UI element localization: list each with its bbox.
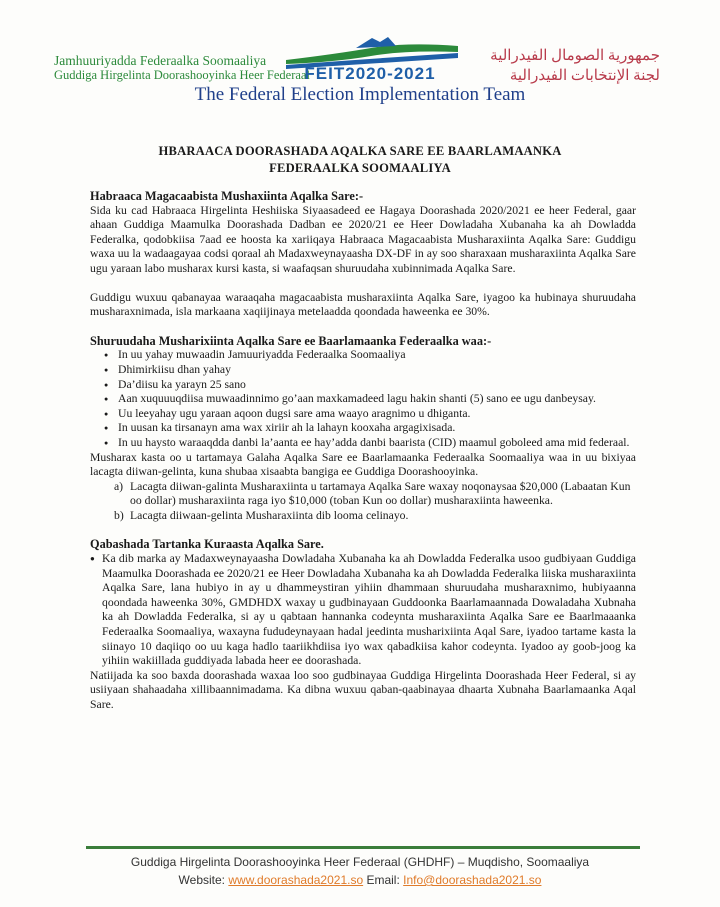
footer-organization: Guddiga Hirgelinta Doorashooyinka Heer Federaal (GHDHF) – Muqdisho, Soomaaliya: [130, 855, 590, 869]
section-heading-election: Qabashada Tartanka Kuraasta Aqalka Sare.: [90, 537, 324, 552]
section-heading-requirements: Shuruudaha Musharixiinta Aqalka Sare ee Baarlamaanka Federaalka waa:-: [90, 333, 492, 348]
list-item: ● In uusan ka tirsanayn ama wax xiriir ah la lahayn kooxaha argagixisada.: [118, 421, 636, 436]
registration-fee-paragraph: Musharax kasta oo u tartamaya Galaha Aqalka Sare ee Baarlamaanka Federaalka Soomaaliya waa in uu bixiyaa lacagta diiwan-gelinta, kuna shubaa xisaabta bangiga ee Guddiga Doorashooyinka.: [90, 450, 636, 479]
document-title: [100, 143, 620, 177]
footer-contact: [0, 871, 720, 889]
list-item: ● In uu haysto waraaqdda danbi la’aanta ee hay’adda danbi baarista (CID) maamul goboleed ama mid federaal.: [118, 436, 636, 451]
website-link[interactable]: www.doorashada2021.so: [228, 873, 364, 887]
list-item: ● Ka dib marka ay Madaxweynayaasha Dowladaha Xubanaha ka ah Dowladda Federalka usoo gudbiyaan Guddiga Maamulka Doorashada ee 2020/21 ee Heer Dowladaha Xubanaha ka ah Dowladda Federalka liiska musharaxiinta Aqalka Sare, lana hubiyo in ay u dhammeystiran yihiin dhammaan shuruudaha musharaxnimo, hubiyaanna qoondada haweenka 30%, GMDHDX waxay u gudbinayaan Guddoonka Baarlamaannada Dowaladaha Xubnaha ka ah Dowladda Federalka, si ay u qabtaan hannanka codeynta musharaxiinta Aqalka Sare ee Baarlmaaanka Federaalka Soomaaliya, waxayna fududeynayaan hadal jeedinta musharixiinta Aqal Sare, iyadoo tartame kasta la siinayo 10 daqiiqo oo uu kaga hadlo taariikhdiisa iyo wax qabadkiisa kahor codeynta. Iyadoo ay goob-joog ka yihiin wakiillada guddiyada labada heer ee doorashada.: [102, 552, 636, 669]
email-label: Email:: [366, 873, 400, 887]
feit-code: FEIT2020-2021: [304, 64, 436, 83]
footer-divider: [86, 846, 640, 849]
requirements-list: [90, 348, 636, 450]
list-item-text: Lacagta diiwaan-gelinta Musharaxiinta dib looma celinayo.: [130, 508, 409, 522]
document-title-line2: FEDERAALKA SOOMAALIYA: [269, 161, 451, 175]
list-item: ● In uu yahay muwaadin Jamuuriyadda Federaalka Soomaaliya: [118, 348, 636, 363]
closing-paragraph: Natiijada ka soo baxda doorashada waxaa loo soo gudbinayaa Guddiga Hirgelinta Doorashada Heer Federal, si ay usiiyaan shahaadaha xillibaannimadama. Ka dibna wuxuu qaban-qaabinayaa dhaarta Xubnaha Baarlamaanka Aqal Sare.: [90, 668, 636, 711]
org-name-somali: Jamhuuriyadda Federaalka Soomaaliya: [54, 53, 267, 68]
email-link[interactable]: Info@doorashada2021.so: [403, 873, 542, 887]
letterhead-tagline: The Federal Election Implementation Team: [194, 84, 526, 105]
list-item: ● Aan xuquuuqdiisa muwaadinnimo go’aan maxkamadeed lagu hakin shanti (5) sano ee ugu danbeysay.: [118, 392, 636, 407]
website-label: Website:: [178, 873, 226, 887]
letterhead: [0, 0, 720, 120]
list-item: [114, 509, 636, 524]
org-name-arabic: جمهورية الصومال الفيدرالية: [490, 48, 660, 64]
footer: [0, 853, 720, 889]
list-item: [114, 480, 636, 509]
letterhead-org-arabic: [490, 46, 660, 86]
list-item: ● Dhimirkiisu dhan yahay: [118, 363, 636, 378]
commission-name-arabic: لجنة الإنتخابات الفيدرالية: [509, 68, 660, 84]
commission-name-somali: Guddiga Hirgelinta Doorashooyinka Heer Federaal: [54, 68, 310, 82]
nomination-paragraph-1: Sida ku cad Habraaca Hirgelinta Heshiiska Siyaasadeed ee Hagaya Doorashada 2020/2021 ee heer Federal, gaar ahaan Guddiga Maamulka Doorashada Dadban ee 2020/21 ee Heer Dowladaha Xubanaha ka ah Dowladda Federalka, qodobkiisa 7aad ee hoosta ka xariiqaya Habraaca Magacaabista Musharaxiinta Aqalka Sare: Guddigu waxa uu la wadaagayaa codsi qoraal ah Madaxweynayaasha DX-DF in ay soo sharaxaan musharaxiinta Aqalka Sare ugu yaraan labo musharax kursi kasta, si waafaqsan shuruudaha xubinnimada Aqalka Sare.: [90, 203, 636, 275]
section-heading-nomination: Habraaca Magacaabista Mushaxiinta Aqalka Sare:-: [90, 189, 364, 203]
list-marker: a): [114, 479, 124, 493]
list-item: ● Da’diisu ka yarayn 25 sano: [118, 378, 636, 393]
list-item: ● Uu leeyahay ugu yaraan aqoon dugsi sare ama waayo aragnimo u dhiganta.: [118, 407, 636, 422]
document-body: [90, 189, 636, 713]
election-procedure-list: [90, 552, 636, 669]
list-marker: b): [114, 508, 124, 522]
nomination-paragraph-2: Guddigu wuxuu qabanayaa waraaqaha magacaabista musharaxiinta Aqalka Sare, iyagoo ka hubinaya shuruudaha musharaxnimada, isla markaana xaqiijinaya metelaadda qoondada haweenka ee 30%.: [90, 290, 636, 319]
letterhead-org-somali: [54, 54, 310, 82]
list-item-text: Lacagta diiwan-galinta Musharaxiinta u tartamaya Aqalka Sare waxay noqonaysaa $20,000 (Labaatan Kun oo dollar) musharaxiinta raga iyo $10,000 (toban Kun oo dollar) musharaxiinta haweenka.: [130, 479, 631, 508]
fee-items-list: [90, 480, 636, 524]
document-title-line1: HBARAACA DOORASHADA AQALKA SARE EE BAARLAMAANKA: [158, 144, 562, 158]
